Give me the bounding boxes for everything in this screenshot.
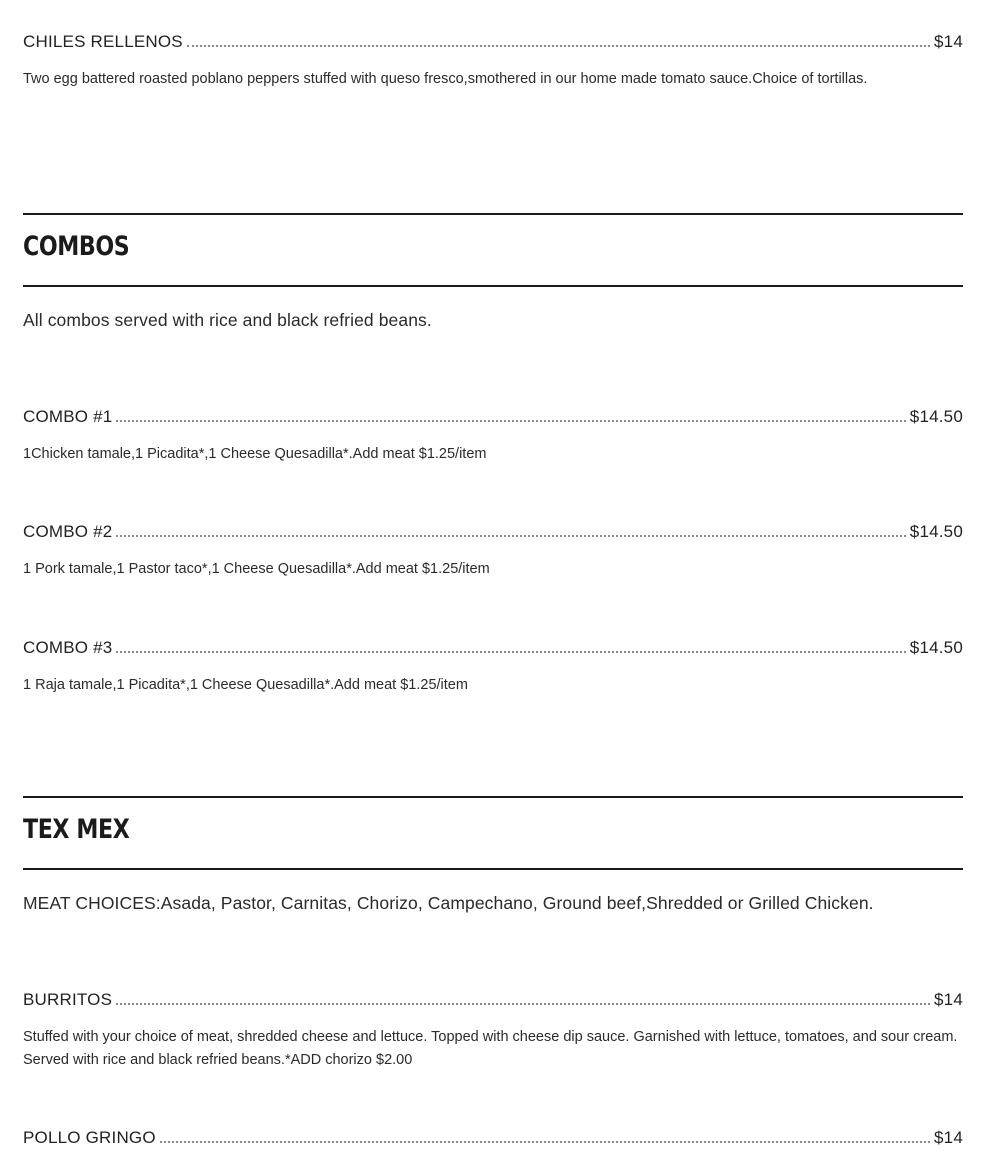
item-price: $14 [934,990,963,1009]
item-name: BURRITOS [23,990,113,1009]
section-divider [23,285,963,287]
item-name: POLLO GRINGO [23,1128,156,1147]
section-note: All combos served with rice and black refried beans. [23,310,432,330]
section-title-combos: COMBOS [23,231,130,262]
dotted-leader [160,1140,930,1143]
section-divider [23,213,963,215]
dotted-leader [116,419,905,422]
dotted-leader [116,650,905,653]
menu-item-combo-3 [23,638,963,658]
item-description: 1 Pork tamale,1 Pastor taco*,1 Cheese Quesadilla*.Add meat $1.25/item [23,561,490,577]
item-name: CHILES RELLENOS [23,32,183,51]
dotted-leader [116,534,905,537]
section-divider [23,868,963,870]
menu-item-burritos [23,990,963,1010]
item-price: $14.50 [909,407,963,426]
dotted-leader [116,1002,930,1005]
section-note: MEAT CHOICES:Asada, Pastor, Carnitas, Chorizo, Campechano, Ground beef,Shredded or Grilled Chicken. [23,893,874,913]
item-description: Stuffed with your choice of meat, shredded cheese and lettuce. Topped with cheese dip sauce. Garnished with lettuce, tomatoes, and sour cream. Served with rice and black refried beans.*ADD chorizo $2.00 [23,1029,958,1068]
menu-item-combo-2 [23,522,963,542]
item-price: $14 [934,1128,963,1147]
section-divider [23,796,963,798]
menu-item-chiles-rellenos [23,32,963,52]
item-description: 1Chicken tamale,1 Picadita*,1 Cheese Quesadilla*.Add meat $1.25/item [23,446,487,462]
menu-item-pollo-gringo [23,1128,963,1148]
item-name: COMBO #1 [23,407,113,426]
dotted-leader [187,44,930,47]
section-title-tex-mex: TEX MEX [23,814,130,845]
item-price: $14.50 [909,638,963,657]
item-name: COMBO #3 [23,638,113,657]
item-description: 1 Raja tamale,1 Picadita*,1 Cheese Quesadilla*.Add meat $1.25/item [23,677,468,693]
item-name: COMBO #2 [23,522,113,541]
item-price: $14 [934,32,963,51]
item-price: $14.50 [909,522,963,541]
item-description: Two egg battered roasted poblano peppers stuffed with queso fresco,smothered in our home made tomato sauce.Choice of tortillas. [23,71,868,87]
menu-item-combo-1 [23,407,963,427]
